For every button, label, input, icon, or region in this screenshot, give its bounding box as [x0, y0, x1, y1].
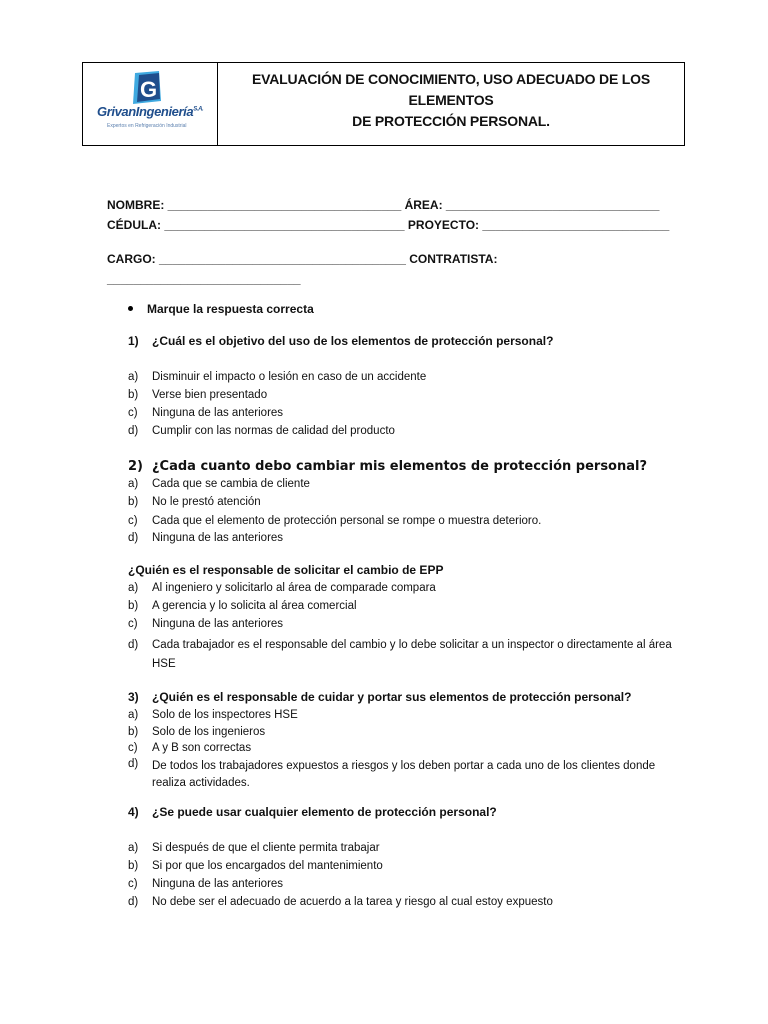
logo-tagline: Expertos en Refrigeración Industrial	[107, 123, 187, 129]
title-cell	[218, 63, 684, 145]
option-text: Ninguna de las anteriores	[152, 532, 284, 544]
header-table	[82, 62, 685, 146]
option-text: Si después de que el cliente permita trabajar	[152, 842, 380, 854]
field-contratista-line[interactable]: _____________________________	[107, 272, 301, 286]
field-nombre-area[interactable]: NOMBRE: ___________________________________ ÁREA: ________________________________	[107, 198, 660, 212]
option-text: A gerencia y lo solicita al área comercial	[152, 600, 357, 612]
question-number: 3)	[128, 690, 139, 704]
question-number: 1)	[128, 334, 139, 348]
instruction-text: Marque la respuesta correcta	[147, 302, 314, 316]
option-letter: c)	[128, 407, 138, 419]
option-letter: d)	[128, 639, 139, 651]
option-text: Solo de los inspectores HSE	[152, 709, 298, 721]
option-letter: d)	[128, 425, 139, 437]
option-letter: a)	[128, 478, 139, 490]
option-letter: d)	[128, 758, 139, 770]
option-text: Ninguna de las anteriores	[152, 878, 284, 890]
option-letter: d)	[128, 532, 139, 544]
option-text: Al ingeniero y solicitarlo al área de comparade compara	[152, 582, 436, 594]
option-text: Cumplir con las normas de calidad del producto	[152, 425, 395, 437]
title-line-1: EVALUACIÓN DE CONOCIMIENTO, USO ADECUADO DE LOS ELEMENTOS	[252, 71, 650, 108]
option-text: Solo de los ingenieros	[152, 726, 266, 738]
question-number: 4)	[128, 805, 139, 819]
option-letter: d)	[128, 896, 139, 908]
option-text: De todos los trabajadores expuestos a riesgos y los deben portar a cada uno de los clientes donde realiza actividades.	[152, 760, 656, 789]
option-text: Ninguna de las anteriores	[152, 618, 284, 630]
option-letter: a)	[128, 709, 139, 721]
logo-name-text: GrivanIngeniería	[97, 104, 194, 119]
option-letter: b)	[128, 860, 139, 872]
document-title	[218, 69, 684, 132]
field-cargo-contratista[interactable]: CARGO: _____________________________________ CONTRATISTA:	[107, 252, 498, 266]
option-letter: a)	[128, 842, 139, 854]
question-text: ¿Se puede usar cualquier elemento de protección personal?	[152, 805, 497, 819]
option-text: Disminuir el impacto o lesión en caso de un accidente	[152, 371, 427, 383]
option-letter: b)	[128, 726, 139, 738]
question-text: ¿Quién es el responsable de cuidar y portar sus elementos de protección personal?	[152, 690, 632, 704]
question-text: ¿Cada cuanto debo cambiar mis elementos de protección personal?	[152, 459, 648, 474]
title-line-2: DE PROTECCIÓN PERSONAL.	[352, 113, 550, 129]
option-letter: b)	[128, 600, 139, 612]
bullet-icon	[128, 306, 133, 311]
option-text: Si por que los encargados del mantenimiento	[152, 860, 383, 872]
question-number: 2)	[128, 459, 143, 474]
option-text: Ninguna de las anteriores	[152, 407, 284, 419]
option-letter: c)	[128, 742, 138, 754]
question-text: ¿Quién es el responsable de solicitar el cambio de EPP	[128, 563, 444, 577]
option-letter: c)	[128, 618, 138, 630]
svg-text:G: G	[140, 77, 158, 102]
logo-wordmark	[97, 104, 203, 119]
company-logo-icon	[129, 71, 165, 105]
option-text: A y B son correctas	[152, 742, 252, 754]
question-text: ¿Cuál es el objetivo del uso de los elementos de protección personal?	[152, 334, 554, 348]
option-text: Cada que se cambia de cliente	[152, 478, 310, 490]
option-text: No le prestó atención	[152, 496, 261, 508]
field-cedula-proyecto[interactable]: CÉDULA: ____________________________________ PROYECTO: ____________________________	[107, 218, 670, 232]
instruction	[128, 302, 314, 316]
option-letter: c)	[128, 515, 138, 527]
option-text: Cada trabajador es el responsable del cambio y lo debe solicitar a un inspector o directamente al área HSE	[152, 639, 672, 670]
option-letter: b)	[128, 496, 139, 508]
logo-cell	[83, 63, 218, 145]
option-letter: a)	[128, 371, 139, 383]
option-text: Cada que el elemento de protección personal se rompe o muestra deterioro.	[152, 515, 542, 527]
option-letter: c)	[128, 878, 138, 890]
option-text: No debe ser el adecuado de acuerdo a la tarea y riesgo al cual estoy expuesto	[152, 896, 553, 908]
option-letter: a)	[128, 582, 139, 594]
logo-reg-mark: S.A.	[193, 106, 204, 113]
option-letter: b)	[128, 389, 139, 401]
option-text: Verse bien presentado	[152, 389, 268, 401]
